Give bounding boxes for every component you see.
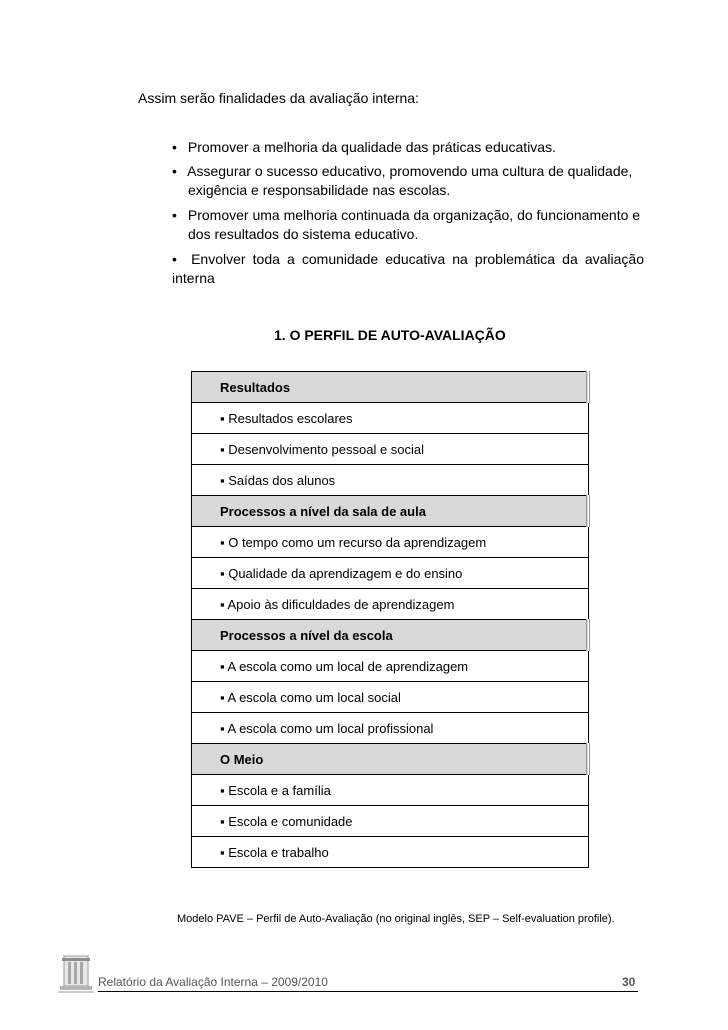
- bullet-dot: •: [172, 207, 177, 223]
- item-cell: ▪ Resultados escolares: [192, 403, 589, 434]
- objective-text: Promover a melhoria da qualidade das práticas educativas.: [187, 139, 556, 155]
- objective-text-continued: exigência e responsabilidade nas escolas.: [188, 182, 451, 198]
- section-heading: 1. O PERFIL DE AUTO-AVALIAÇÃO: [274, 327, 506, 343]
- table-section-row: [192, 620, 589, 651]
- item-cell: ▪ Desenvolvimento pessoal e social: [192, 434, 589, 465]
- footer-rule: [98, 991, 638, 992]
- section-title-cell: Resultados: [192, 372, 589, 403]
- item-cell: ▪ Escola e trabalho: [192, 837, 589, 868]
- self-evaluation-profile-table: [191, 371, 590, 868]
- objective-item: [172, 138, 644, 157]
- objective-text: Envolver toda a comunidade educativa na problemática da avaliação interna: [172, 251, 644, 286]
- table-caption: Modelo PAVE – Perfil de Auto-Avaliação (no original inglês, SEP – Self-evaluation profile).: [177, 913, 615, 925]
- item-cell: ▪ A escola como um local profissional: [192, 713, 589, 744]
- table-row: [192, 651, 589, 682]
- section-title-cell: O Meio: [192, 744, 589, 775]
- item-cell: ▪ O tempo como um recurso da aprendizagem: [192, 527, 589, 558]
- item-cell: ▪ A escola como um local de aprendizagem: [192, 651, 589, 682]
- page-number: 30: [622, 975, 636, 989]
- item-cell: ▪ Saídas dos alunos: [192, 465, 589, 496]
- intro-text: Assim serão finalidades da avaliação interna:: [138, 90, 419, 106]
- item-cell: ▪ Escola e comunidade: [192, 806, 589, 837]
- objective-text: Assegurar o sucesso educativo, promovendo uma cultura de qualidade,: [187, 163, 633, 179]
- table-section-row: [192, 496, 589, 527]
- objective-text: Promover uma melhoria continuada da organização, do funcionamento e: [187, 207, 641, 223]
- school-logo: [58, 952, 94, 996]
- item-cell: ▪ Escola e a família: [192, 775, 589, 806]
- bullet-dot: •: [172, 139, 177, 155]
- table-row: [192, 527, 589, 558]
- table-section-row: [192, 372, 589, 403]
- table-row: [192, 682, 589, 713]
- table-row: [192, 465, 589, 496]
- table-section-row: [192, 744, 589, 775]
- bullet-dot: •: [172, 251, 177, 267]
- table-row: [192, 434, 589, 465]
- objective-item: [172, 162, 644, 200]
- table-row: [192, 806, 589, 837]
- section-title-cell: Processos a nível da escola: [192, 620, 589, 651]
- section-title-cell: Processos a nível da sala de aula: [192, 496, 589, 527]
- table-row: [192, 403, 589, 434]
- objective-item: [172, 250, 644, 288]
- table-row: [192, 589, 589, 620]
- item-cell: ▪ Apoio às dificuldades de aprendizagem: [192, 589, 589, 620]
- table-row: [192, 713, 589, 744]
- item-cell: ▪ Qualidade da aprendizagem e do ensino: [192, 558, 589, 589]
- objective-item: [172, 206, 644, 244]
- footer-title: Relatório da Avaliação Interna – 2009/2010: [98, 975, 328, 989]
- table-row: [192, 837, 589, 868]
- bullet-dot: •: [172, 163, 177, 179]
- objective-text-continued: dos resultados do sistema educativo.: [188, 226, 419, 242]
- item-cell: ▪ A escola como um local social: [192, 682, 589, 713]
- table-row: [192, 775, 589, 806]
- table-row: [192, 558, 589, 589]
